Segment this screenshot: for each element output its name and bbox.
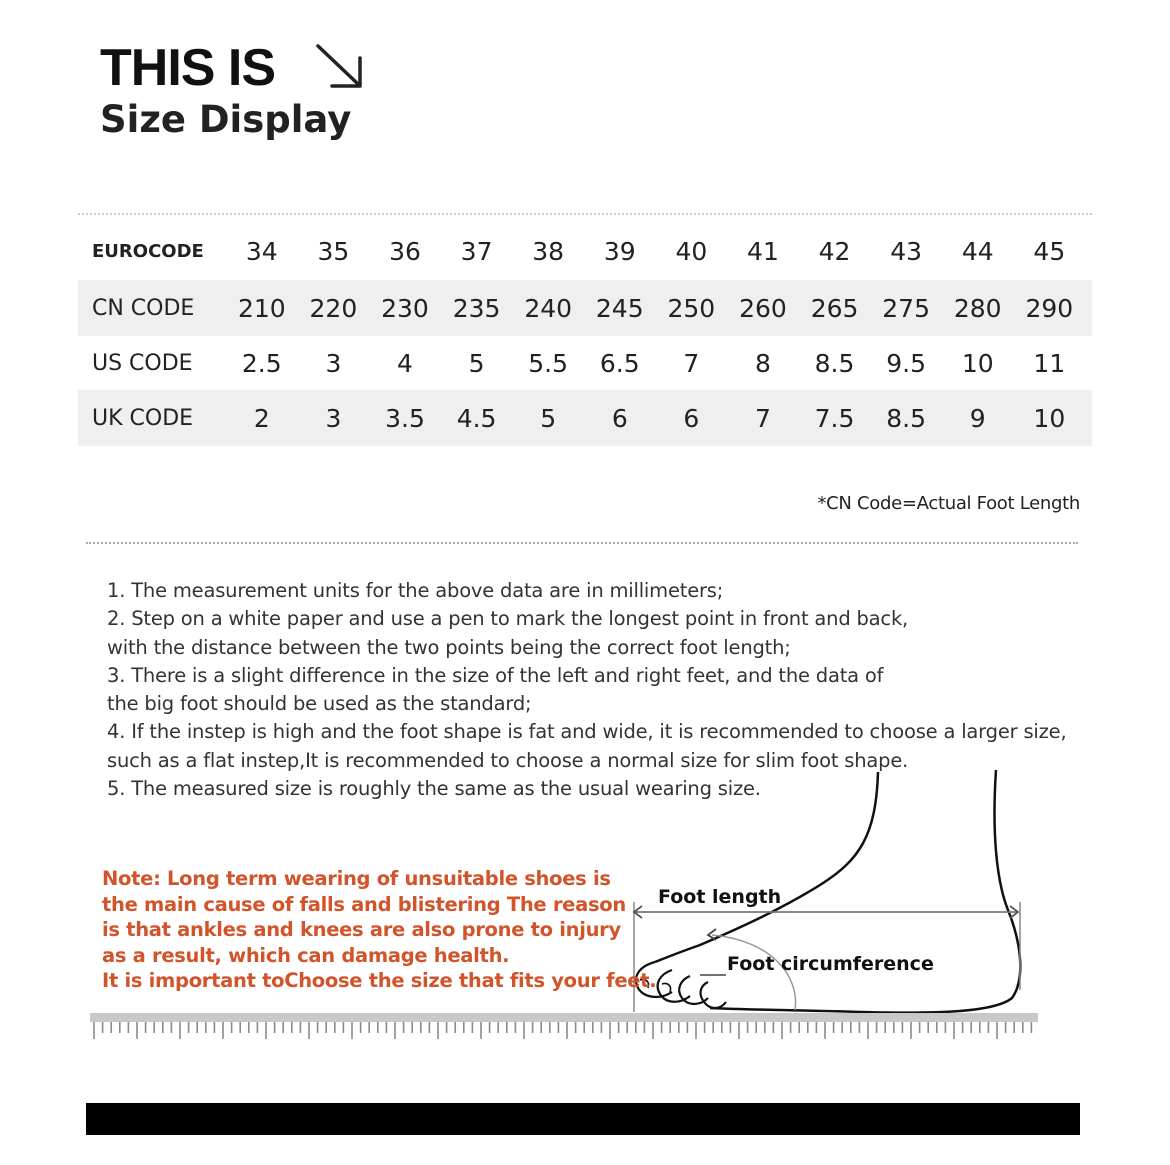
table-cell: 35 [317, 236, 350, 266]
table-cell: 250 [667, 293, 716, 323]
instruction-line: the big foot should be used as the standard; [107, 692, 532, 716]
table-cell: 8 [755, 348, 771, 378]
table-cell: 39 [603, 236, 636, 266]
instruction-line: 2. Step on a white paper and use a pen to mark the longest point in front and back, [107, 607, 909, 631]
table-cell: 290 [1025, 293, 1074, 323]
table-cell: 4 [397, 348, 413, 378]
table-row-eurocode [78, 222, 1092, 280]
table-cell: 34 [245, 236, 278, 266]
foot-circumference-label: Foot circumference [727, 953, 934, 975]
table-cell: 265 [810, 293, 859, 323]
table-cell: 3.5 [385, 403, 425, 433]
table-cell: 280 [953, 293, 1002, 323]
table-cell: 43 [890, 236, 923, 266]
size-table [78, 222, 1092, 446]
footnote-cn-code: *CN Code=Actual Foot Length [817, 493, 1080, 514]
warning-line: as a result, which can damage health. [102, 943, 510, 967]
table-cell: 10 [1033, 403, 1066, 433]
table-row-cn-code [78, 280, 1092, 336]
table-cell: 38 [532, 236, 565, 266]
row-cells [226, 349, 1092, 378]
table-cell: 245 [595, 293, 644, 323]
warning-line: the main cause of falls and blistering The reason [102, 892, 626, 916]
table-cell: 45 [1033, 236, 1066, 266]
footer-bar [86, 1103, 1080, 1135]
table-row-us-code [78, 336, 1092, 390]
table-cell: 11 [1033, 348, 1066, 378]
table-row-uk-code [78, 390, 1092, 446]
warning-line: is that ankles and knees are also prone to injury [102, 918, 621, 941]
table-cell: 4.5 [456, 403, 497, 433]
table-cell: 3 [325, 403, 342, 433]
instruction-line: with the distance between the two points being the correct foot length; [107, 635, 791, 659]
table-cell: 6 [683, 403, 700, 433]
table-cell: 6.5 [599, 348, 640, 378]
table-cell: 44 [961, 236, 994, 266]
table-cell: 2 [253, 403, 270, 433]
table-cell: 41 [747, 236, 779, 266]
foot-length-label: Foot length [658, 886, 782, 908]
warning-line: Note: Long term wearing of unsuitable shoes is [102, 867, 611, 890]
row-label: EUROCODE [92, 240, 204, 262]
row-cells [226, 237, 1092, 266]
table-cell: 37 [460, 236, 493, 266]
table-cell: 6 [611, 403, 628, 433]
table-cell: 260 [739, 293, 787, 323]
title-main: THIS IS [100, 39, 276, 97]
row-cells [226, 404, 1092, 433]
table-cell: 5.5 [528, 348, 569, 378]
table-cell: 8.5 [886, 403, 927, 433]
table-cell: 5 [540, 403, 557, 433]
instruction-line: 3. There is a slight difference in the size of the left and right feet, and the data of [107, 663, 884, 687]
instruction-line: such as a flat instep,It is recommended to choose a normal size for slim foot shape. [107, 748, 909, 772]
table-cell: 230 [381, 293, 429, 323]
row-label: UK CODE [92, 405, 194, 431]
warning-line: It is important toChoose the size that fits your feet. [102, 969, 657, 992]
table-cell: 220 [309, 293, 358, 323]
table-cell: 5 [468, 348, 485, 378]
table-cell: 240 [524, 293, 573, 323]
table-cell: 9.5 [886, 348, 927, 378]
table-cell: 40 [675, 236, 708, 266]
table-cell: 9 [969, 403, 986, 433]
table-cell: 275 [882, 293, 930, 323]
table-cell: 3 [325, 348, 342, 378]
warning-note [102, 866, 662, 994]
table-cell: 10 [961, 348, 994, 378]
row-label: CN CODE [92, 295, 195, 321]
arrow-down-right-icon [312, 40, 368, 92]
table-cell: 235 [452, 293, 501, 323]
instructions-list [107, 577, 1087, 803]
divider-top [78, 213, 1092, 215]
divider-middle [86, 542, 1078, 544]
table-cell: 210 [237, 293, 286, 323]
table-cell: 7 [755, 403, 771, 433]
row-cells [226, 294, 1092, 323]
table-cell: 2.5 [241, 348, 282, 378]
instruction-line: 1. The measurement units for the above data are in millimeters; [107, 579, 724, 602]
row-label: US CODE [92, 350, 193, 376]
table-cell: 7 [683, 348, 700, 378]
table-cell: 7.5 [814, 403, 855, 433]
table-cell: 8.5 [814, 348, 855, 378]
title-sub: Size Display [100, 98, 352, 141]
table-cell: 42 [818, 236, 851, 266]
instruction-line: 4. If the instep is high and the foot shape is fat and wide, it is recommended to choose a larger size, [107, 720, 1067, 744]
ruler-icon [90, 1013, 1038, 1039]
instruction-line: 5. The measured size is roughly the same as the usual wearing size. [107, 777, 761, 801]
table-cell: 36 [389, 236, 421, 266]
